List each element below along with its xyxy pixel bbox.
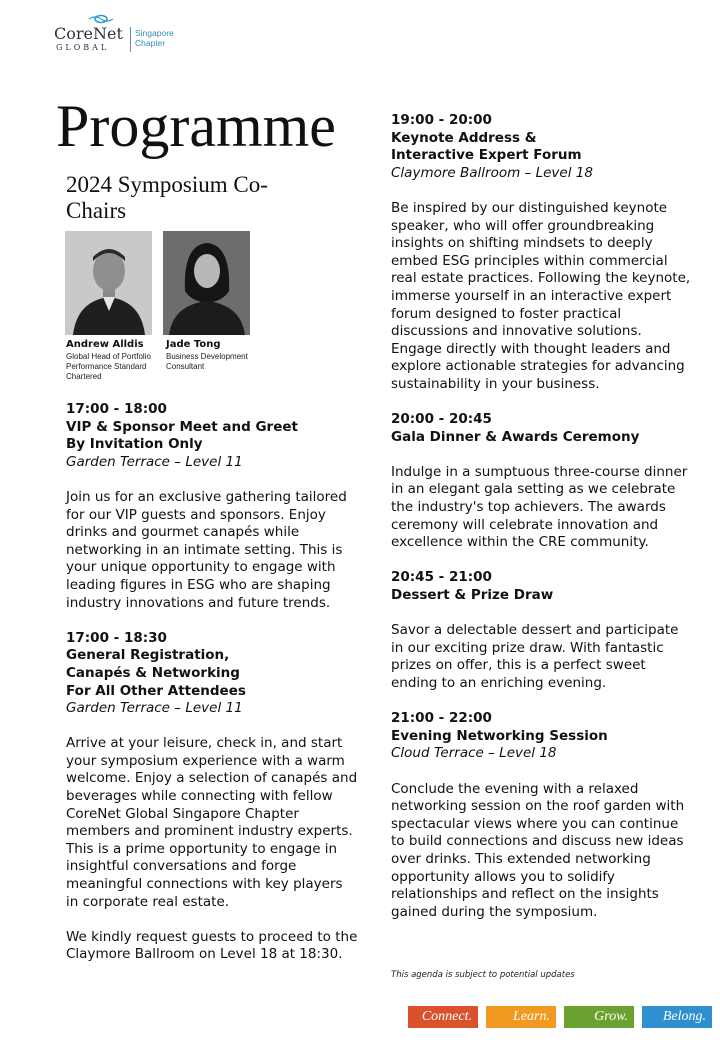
session-title: General Registration, Canapés & Networking For All Other Attendees xyxy=(66,647,246,699)
logo-subbrand: GLOBAL xyxy=(56,43,110,52)
session-note: We kindly request guests to proceed to the Claymore Ballroom on Level 18 at 18:30. xyxy=(66,928,358,963)
logo-brand: CoreNet xyxy=(54,24,123,43)
session-description: Be inspired by our distinguished keynote speaker, who will offer groundbreaking insights on shifting mindsets to deeply embed ESG principles within commercial real estate practices. Following the keynote, immerse yourself in an interactive expert forum designed to foster practical discussions and innovative solutions. Engage directly with thought leaders and explore actionable strategies for advancing sustainability in your business. xyxy=(391,199,691,392)
chair-photo-andrew xyxy=(65,231,152,335)
logo-divider xyxy=(130,27,131,52)
tagline-connect: Connect. xyxy=(408,1006,478,1028)
session-time: 20:00 - 20:45 xyxy=(391,411,492,428)
session-evening xyxy=(391,710,691,921)
session-title: VIP & Sponsor Meet and Greet By Invitation Only xyxy=(66,418,298,453)
session-time: 17:00 - 18:30 xyxy=(66,629,167,646)
session-description: Savor a delectable dessert and participate in our exciting prize draw. With fantastic prizes on offer, this is a perfect sweet ending to an enriching evening. xyxy=(391,622,679,691)
chair-role: Global Head of Portfolio Performance Standard Chartered xyxy=(66,352,151,381)
right-column xyxy=(391,112,691,939)
session-time: 21:00 - 22:00 xyxy=(391,710,492,727)
session-gala xyxy=(391,411,691,552)
logo-swirl-icon xyxy=(86,14,116,24)
corenet-logo xyxy=(54,14,194,54)
session-description: Arrive at your leisure, check in, and start your symposium experience with a warm welcome. Enjoy a selection of canapés and beverages while connecting with fellow CoreNet Global Singapore Chapter members and prominent industry experts. This is a prime opportunity to engage in insightful conversations and forge meaningful connections with key players in corporate real estate. xyxy=(66,735,358,910)
session-title: Gala Dinner & Awards Ceremony xyxy=(391,428,640,445)
chair-name: Jade Tong xyxy=(166,339,221,350)
session-vip xyxy=(66,401,358,612)
left-column xyxy=(66,401,358,982)
session-registration xyxy=(66,630,358,964)
logo-chapter xyxy=(135,28,174,48)
session-description: Indulge in a sumptuous three-course dinner in an elegant gala setting as we celebrate the industry's top achievers. The awards ceremony will celebrate innovation and excellence within the CRE community. xyxy=(391,463,688,551)
session-dessert xyxy=(391,569,691,692)
cochairs-heading: 2024 Symposium Co-Chairs xyxy=(66,172,268,223)
portrait-man-image xyxy=(65,231,152,335)
session-keynote xyxy=(391,112,691,394)
chair-photo-jade xyxy=(163,231,250,335)
session-time: 20:45 - 21:00 xyxy=(391,569,492,586)
session-time: 19:00 - 20:00 xyxy=(391,112,492,128)
session-time: 17:00 - 18:00 xyxy=(66,401,167,417)
logo-chapter-line2: Chapter xyxy=(135,38,166,48)
tagline-grow: Grow. xyxy=(564,1006,634,1028)
session-title: Evening Networking Session xyxy=(391,727,608,744)
tagline-belong: Belong. xyxy=(642,1006,712,1028)
chair-name: Andrew Alldis xyxy=(66,339,144,350)
agenda-disclaimer: This agenda is subject to potential updates xyxy=(391,970,575,980)
session-venue: Garden Terrace – Level 11 xyxy=(66,453,243,470)
session-venue: Claymore Ballroom – Level 18 xyxy=(391,164,593,181)
session-title: Keynote Address & Interactive Expert Forum xyxy=(391,129,582,164)
session-title: Dessert & Prize Draw xyxy=(391,587,554,604)
session-venue: Cloud Terrace – Level 18 xyxy=(391,745,557,762)
session-venue: Garden Terrace – Level 11 xyxy=(66,700,243,717)
chair-role: Business Development Consultant xyxy=(166,352,248,371)
page-title: Programme xyxy=(56,93,336,159)
logo-chapter-line1: Singapore xyxy=(135,28,174,38)
portrait-woman-image xyxy=(163,231,250,335)
session-description: Join us for an exclusive gathering tailored for our VIP guests and sponsors. Enjoy drinks and gourmet canapés while networking in an intimate setting. This is your unique opportunity to engage with leading figures in ESG who are shaping industry innovations and future trends. xyxy=(66,488,347,611)
tagline-learn: Learn. xyxy=(486,1006,556,1028)
session-description: Conclude the evening with a relaxed networking session on the roof garden with spectacular views where you can continue to build connections and discuss new ideas over drinks. This extended networking opportunity allows you to solidify relationships and reflect on the insights gained during the symposium. xyxy=(391,780,685,920)
